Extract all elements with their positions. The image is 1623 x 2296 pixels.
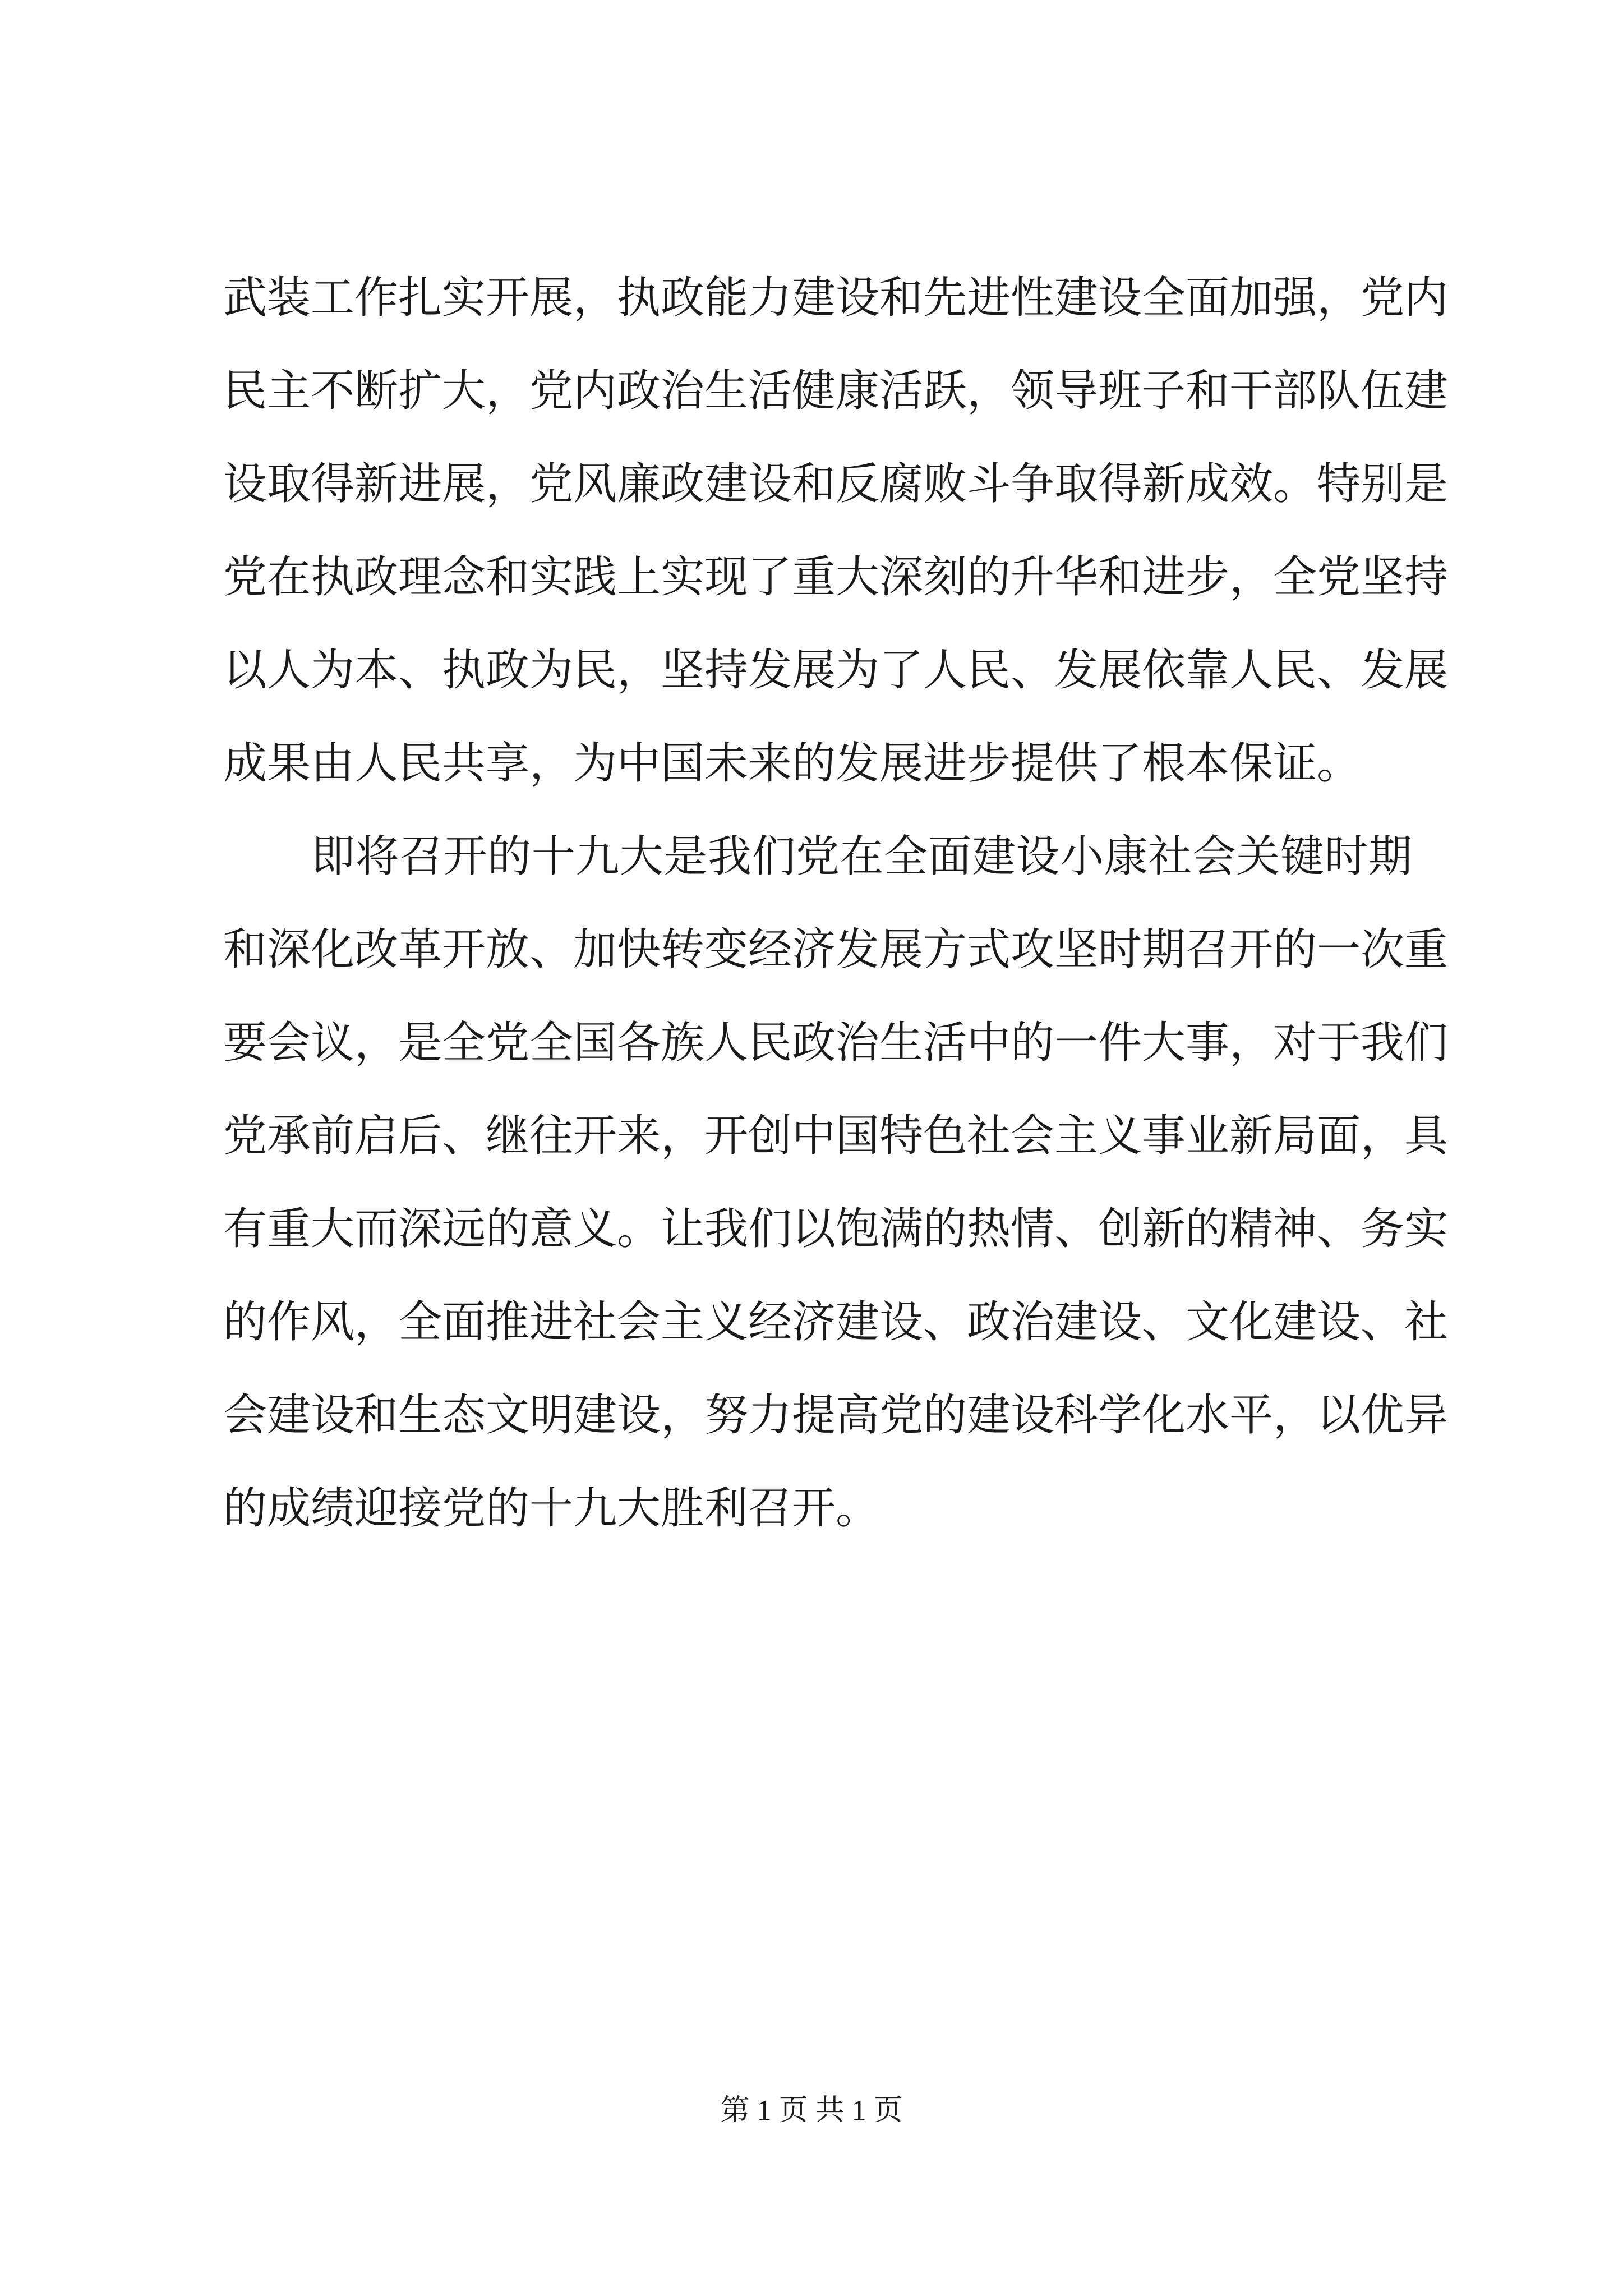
text-line: 党承前启后、继往开来，开创中国特色社会主义事业新局面，具	[223, 1111, 1449, 1161]
text-line: 有重大而深远的意义。让我们以饱满的热情、创新的精神、务实	[223, 1204, 1449, 1254]
text-line: 设取得新进展，党风廉政建设和反腐败斗争取得新成效。特别是	[223, 459, 1449, 509]
page-number-footer: 第 1 页 共 1 页	[720, 2095, 903, 2127]
text-line: 和深化改革开放、加快转变经济发展方式攻坚时期召开的一次重	[223, 924, 1449, 975]
text-line: 成果由人民共享，为中国未来的发展进步提供了根本保证。	[223, 738, 1361, 789]
text-line: 的作风，全面推进社会主义经济建设、政治建设、文化建设、社	[223, 1297, 1449, 1347]
paragraph-1	[223, 251, 1449, 810]
text-line: 以人为本、执政为民，坚持发展为了人民、发展依靠人民、发展	[223, 645, 1449, 696]
document-body	[223, 251, 1449, 1555]
text-line: 民主不断扩大，党内政治生活健康活跃，领导班子和干部队伍建	[223, 366, 1449, 416]
text-line: 会建设和生态文明建设，努力提高党的建设科学化水平，以优异	[223, 1390, 1449, 1441]
text-line: 武装工作扎实开展，执政能力建设和先进性建设全面加强，党内	[223, 273, 1449, 323]
paragraph-2	[223, 810, 1449, 1555]
text-line: 要会议，是全党全国各族人民政治生活中的一件大事，对于我们	[223, 1018, 1449, 1068]
text-line: 的成绩迎接党的十九大胜利召开。	[223, 1483, 880, 1534]
text-line: 即将召开的十九大是我们党在全面建设小康社会关键时期	[223, 831, 1412, 882]
text-line: 党在执政理念和实践上实现了重大深刻的升华和进步，全党坚持	[223, 552, 1449, 602]
